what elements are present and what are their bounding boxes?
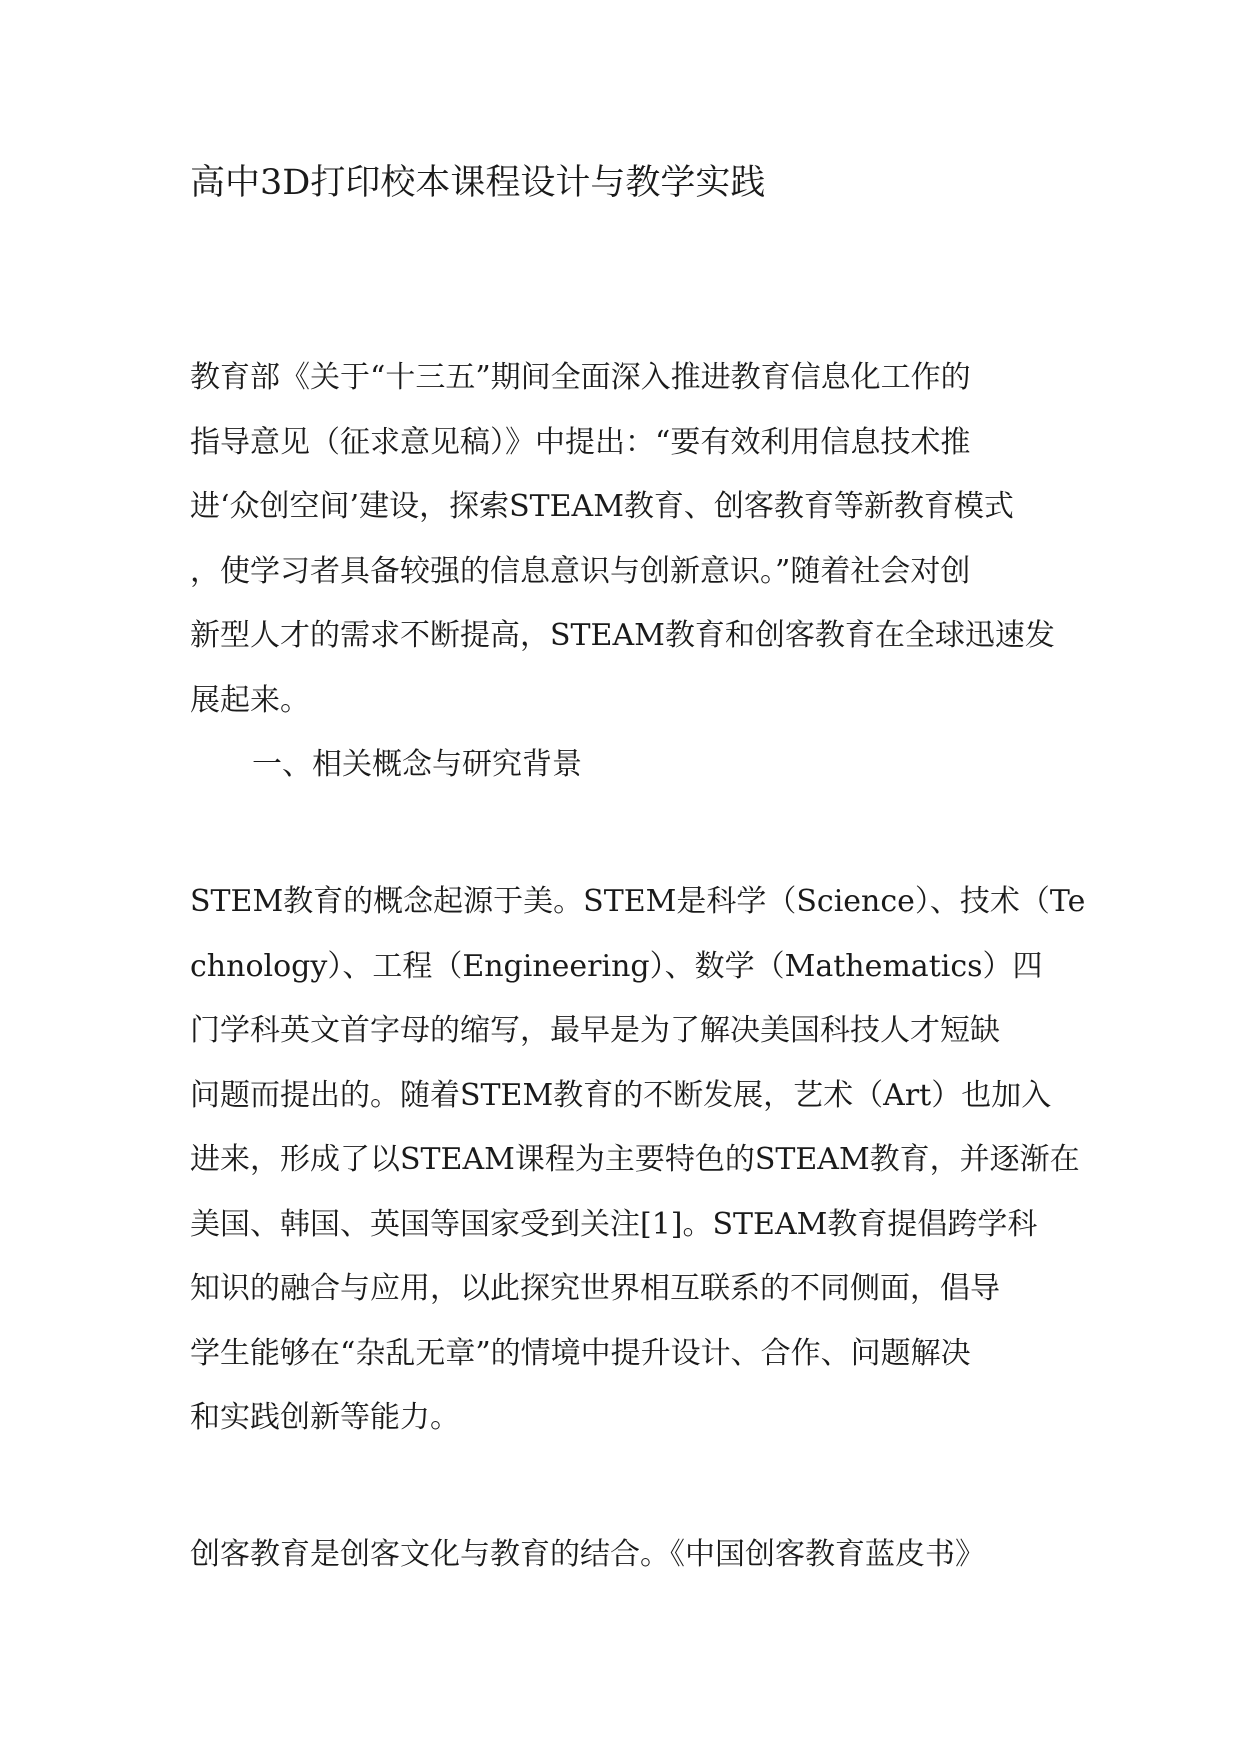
paragraph-line: 门学科英文首字母的缩写，最早是为了解决美国科技人才短缺	[190, 1013, 1000, 1048]
paragraph-line: ，使学习者具备较强的信息意识与创新意识。”随着社会对创	[190, 553, 971, 589]
paragraph-line: 进‘众创空间’建设，探索STEAM教育、创客教育等新教育模式	[190, 489, 1014, 524]
paragraph-line: 问题而提出的。随着STEM教育的不断发展，艺术（Art）也加入	[190, 1077, 1052, 1113]
paragraph-line: 教育部《关于“十三五”期间全面深入推进教育信息化工作的	[190, 360, 971, 395]
paragraph-line: 知识的融合与应用，以此探究世界相互联系的不同侧面，倡导	[190, 1271, 1000, 1306]
paragraph-intro	[190, 346, 1055, 733]
paragraph-line: STEM教育的概念起源于美。STEM是科学（Science）、技术（Te	[190, 884, 1086, 919]
section-heading	[252, 733, 952, 798]
paragraph-line: 进来，形成了以STEAM课程为主要特色的STEAM教育，并逐渐在	[190, 1142, 1080, 1177]
paragraph-line: 和实践创新等能力。	[190, 1400, 460, 1435]
paragraph-line: 新型人才的需求不断提高，STEAM教育和创客教育在全球迅速发	[190, 618, 1055, 653]
paragraph-line: 学生能够在“杂乱无章”的情境中提升设计、合作、问题解决	[190, 1335, 971, 1371]
paragraph-stem	[190, 870, 1086, 1451]
section-heading-text: 一、相关概念与研究背景	[252, 747, 582, 782]
paragraph-line: 创客教育是创客文化与教育的结合。《中国创客教育蓝皮书》	[190, 1537, 985, 1572]
paragraph-maker	[190, 1523, 1050, 1588]
paragraph-line: 指导意见（征求意见稿）》中提出：“要有效利用信息技术推	[190, 424, 971, 460]
paragraph-line: 展起来。	[190, 682, 310, 718]
paragraph-line: 美国、韩国、英国等国家受到关注[1]。STEAM教育提倡跨学科	[190, 1206, 1038, 1242]
document-title: 高中3D打印校本课程设计与教学实践	[190, 163, 766, 203]
paragraph-line: chnology）、工程（Engineering）、数学（Mathematics）四	[190, 948, 1043, 984]
